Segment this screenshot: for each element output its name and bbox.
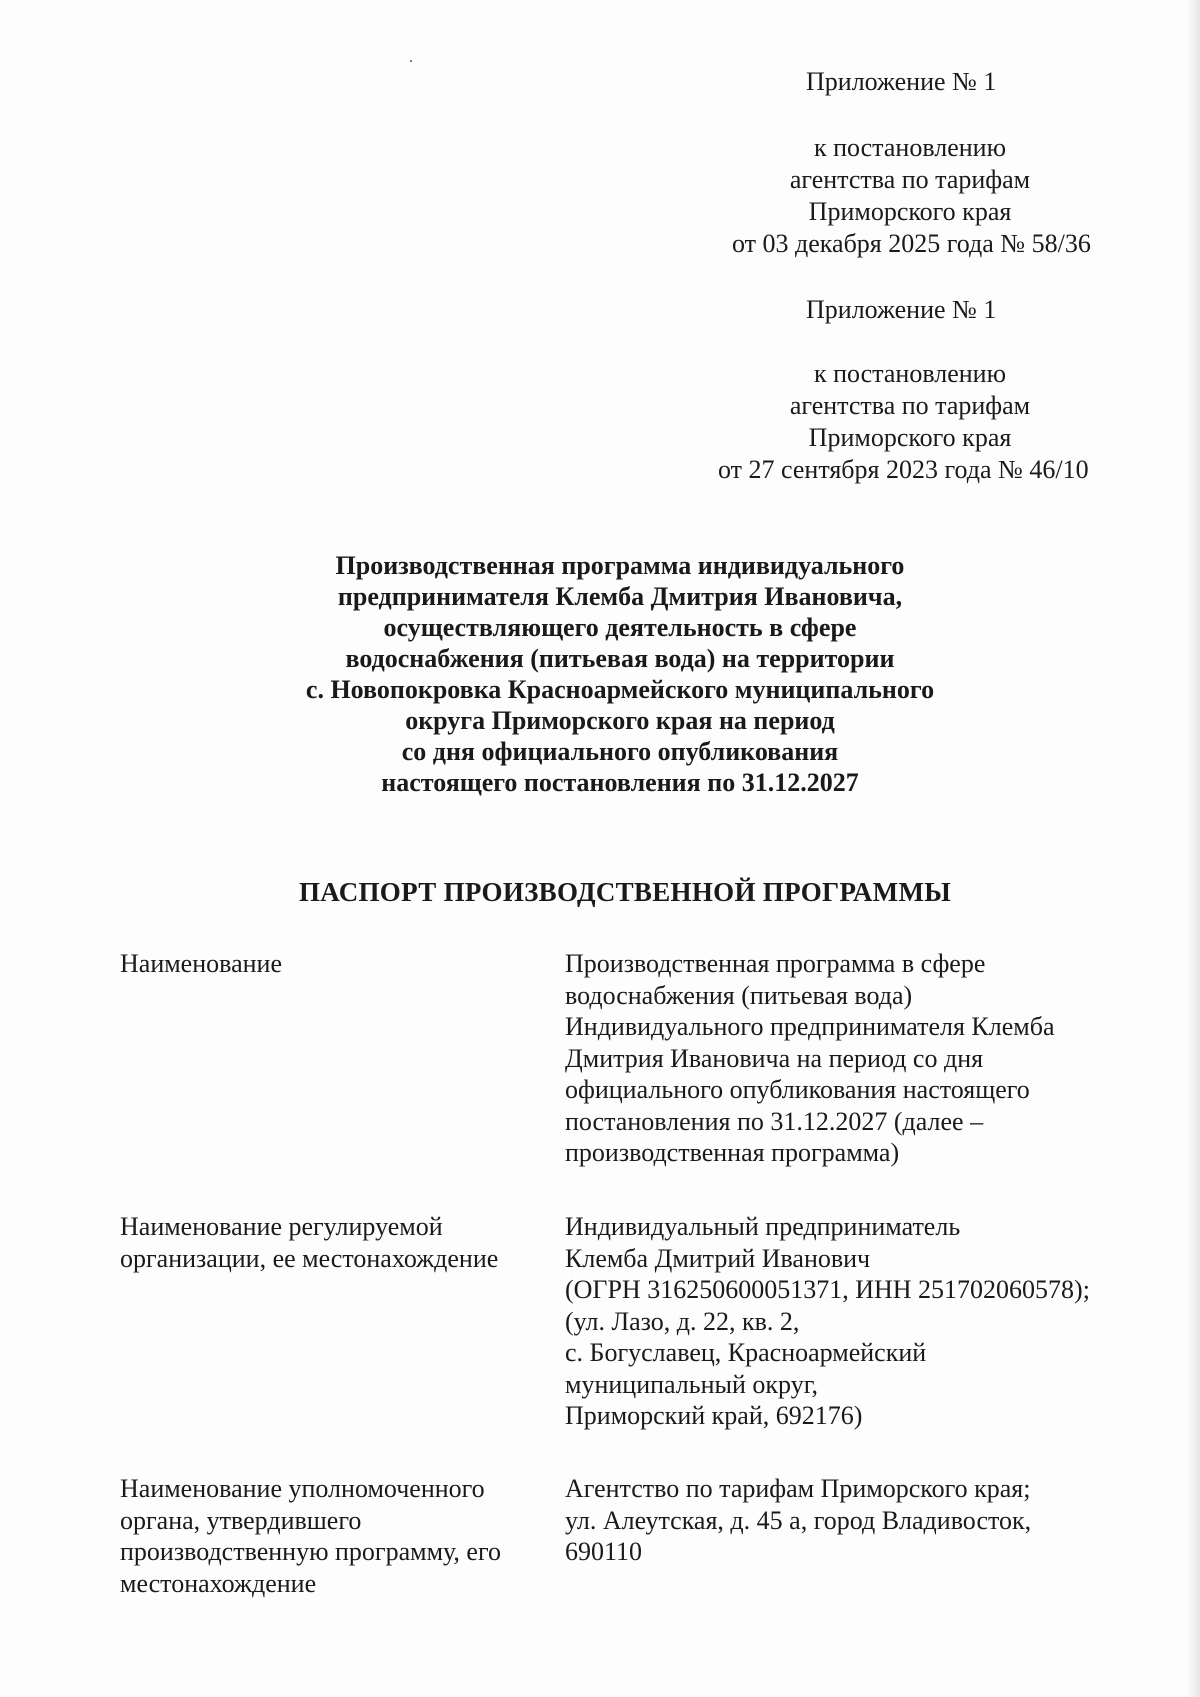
title-line: с. Новопокровка Красноармейского муниципального [305, 675, 935, 704]
appendix-label-previous: Приложение № 1 [806, 295, 997, 324]
row-value-line: Дмитрия Ивановича на период со дня [565, 1043, 984, 1073]
row-label-line: органа, утвердившего [120, 1505, 362, 1535]
row-value [565, 948, 1110, 1169]
row-value-line: Приморский край, 692176) [565, 1401, 863, 1430]
passport-heading: ПАСПОРТ ПРОИЗВОДСТВЕННОЙ ПРОГРАММЫ [298, 877, 952, 907]
row-label [120, 1473, 550, 1599]
header-current-date: от 03 декабря 2025 года № 58/36 [732, 229, 1091, 258]
row-value-line: официального опубликования настоящего [565, 1075, 1030, 1104]
header-current-line: агентства по тарифам [789, 165, 1031, 194]
row-value-line: постановления по 31.12.2027 (далее – [565, 1106, 984, 1136]
scan-speck [410, 60, 412, 62]
row-value-line: Производственная программа в сфере [565, 949, 986, 978]
title-line: Производственная программа индивидуального [335, 551, 905, 580]
header-previous-line: к постановлению [813, 359, 1007, 388]
title-line: предпринимателя Клемба Дмитрия Ивановича, [337, 582, 903, 611]
title-line: округа Приморского края на период [405, 706, 835, 735]
row-value-line: Клемба Дмитрий Иванович [565, 1243, 871, 1273]
row-value-line: муниципальный округ, [565, 1369, 818, 1399]
row-label-line: организации, ее местонахождение [120, 1243, 499, 1273]
row-value [565, 1211, 1110, 1432]
row-label [120, 1211, 550, 1274]
document-title [230, 550, 1010, 798]
row-value-line: ул. Алеутская, д. 45 а, город Владивосток, [565, 1505, 1032, 1535]
header-previous-line: агентства по тарифам [789, 391, 1031, 420]
row-value-line: Индивидуальный предприниматель [565, 1212, 961, 1241]
row-value-line: водоснабжения (питьевая вода) [565, 980, 913, 1010]
title-line: настоящего постановления по 31.12.2027 [381, 768, 859, 797]
appendix-label-current: Приложение № 1 [806, 67, 997, 96]
title-line: водоснабжения (питьевая вода) на территории [345, 644, 895, 673]
row-label-line: Наименование регулируемой [120, 1212, 443, 1241]
title-line: осуществляющего деятельность в сфере [383, 613, 857, 642]
header-previous-line: Приморского края [808, 423, 1012, 452]
row-value-line: Агентство по тарифам Приморского края; [565, 1474, 1031, 1503]
header-current-line: Приморского края [808, 197, 1012, 226]
row-label-line: Наименование уполномоченного [120, 1474, 485, 1503]
row-label-line: Наименование [120, 949, 282, 978]
header-current-line: к постановлению [813, 133, 1007, 162]
row-label [120, 948, 550, 980]
row-label-line: местонахождение [120, 1568, 317, 1598]
row-value-line: 690110 [565, 1537, 643, 1566]
row-value-line: производственная программа) [565, 1138, 900, 1167]
title-line: со дня официального опубликования [401, 737, 839, 766]
row-value [565, 1473, 1110, 1568]
row-value-line: (ОГРН 316250600051371, ИНН 251702060578); [565, 1275, 1090, 1304]
page-edge-shadow [1186, 0, 1200, 1697]
row-value-line: с. Богуславец, Красноармейский [565, 1338, 927, 1367]
row-label-line: производственную программу, его [120, 1537, 501, 1566]
row-value-line: Индивидуального предпринимателя Клемба [565, 1012, 1055, 1041]
row-value-line: (ул. Лазо, д. 22, кв. 2, [565, 1306, 800, 1336]
header-previous-date: от 27 сентября 2023 года № 46/10 [718, 455, 1089, 484]
